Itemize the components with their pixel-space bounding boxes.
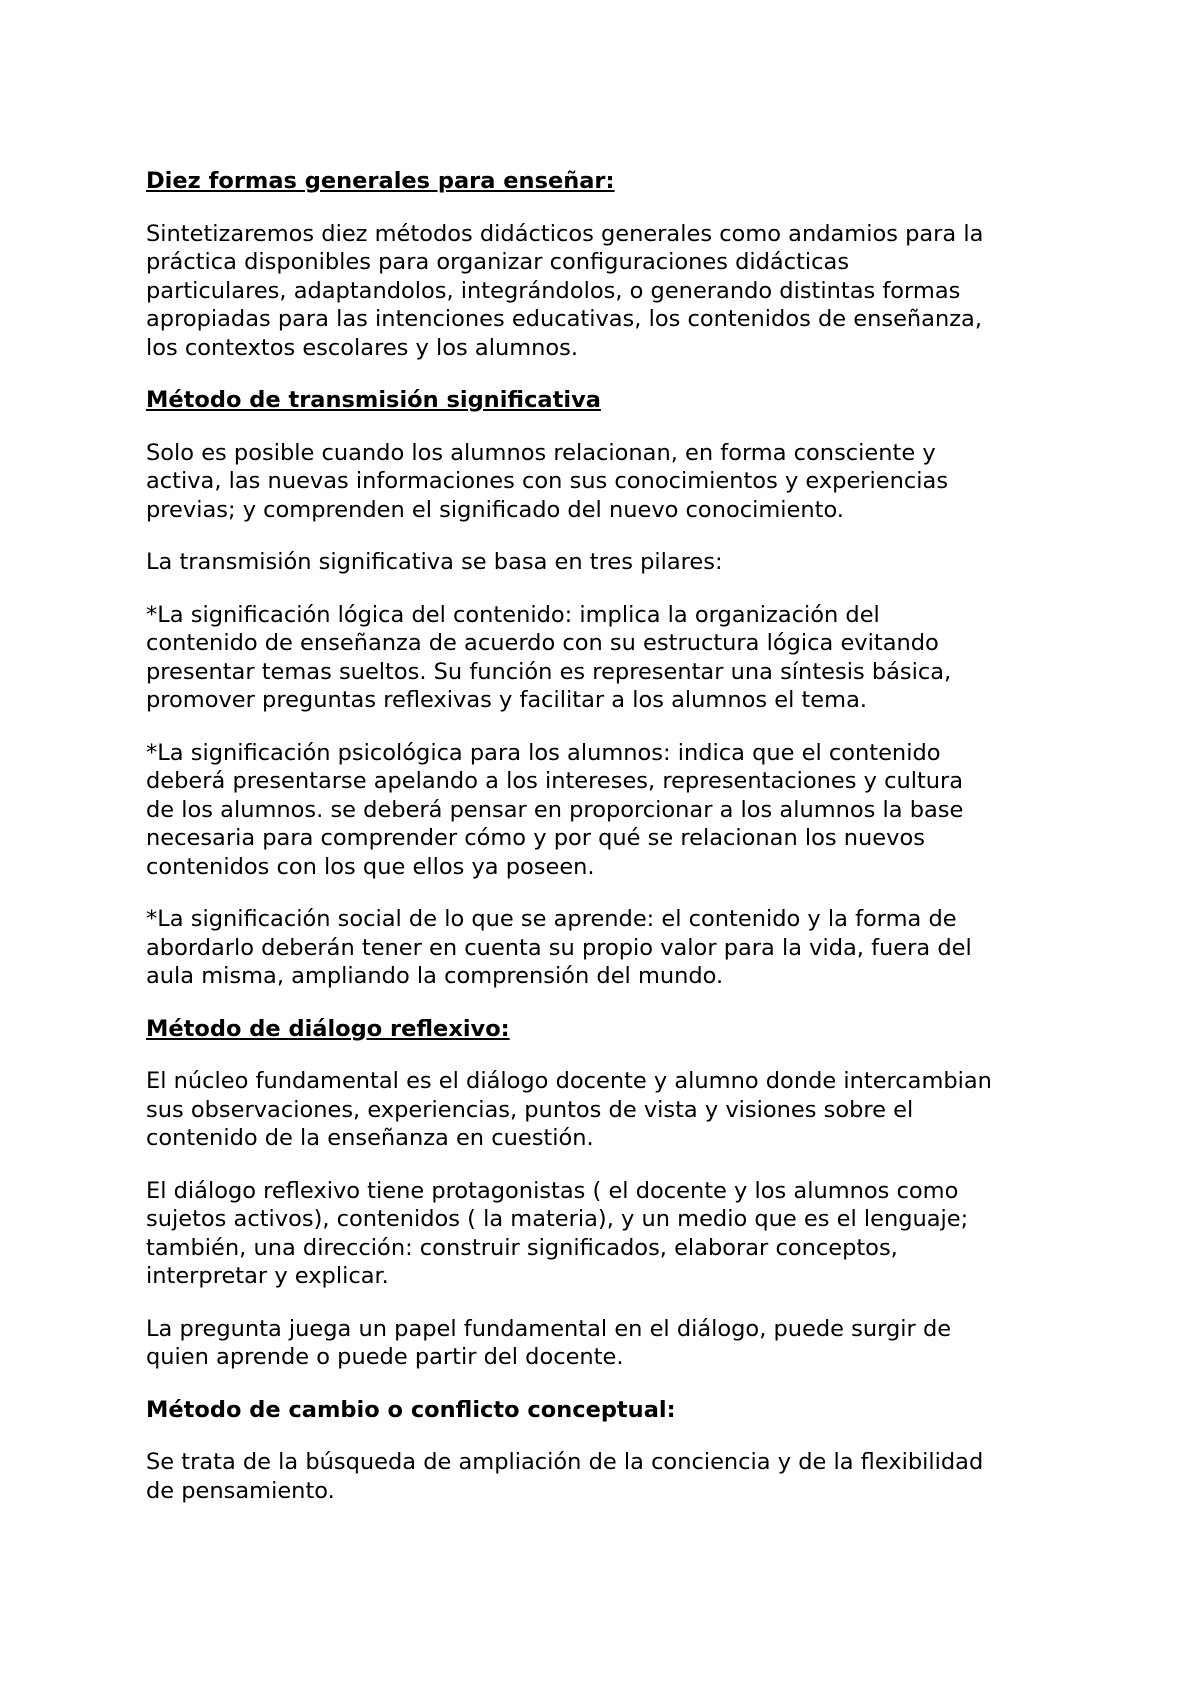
paragraph: *La significación social de lo que se aprende: el contenido y la forma de abordarlo deberán tener en cuenta su propio valor para la vida, fuera del aula misma, ampliando la comprensión del mundo.	[146, 906, 972, 989]
paragraph: Solo es posible cuando los alumnos relacionan, en forma consciente y activa, las nuevas informaciones con sus conocimientos y experiencias previas; y comprenden el significado del nuevo conocimiento.	[146, 439, 949, 523]
paragraph: Se trata de la búsqueda de ampliación de la conciencia y de la flexibilidad de pensamiento.	[146, 1449, 984, 1504]
section-title-transmision: Método de transmisión significativa	[146, 387, 601, 413]
paragraph: El núcleo fundamental es el diálogo docente y alumno donde intercambian sus observaciones, experiencias, puntos de vista y visiones sobre el contenido de la enseñanza en cuestión.	[146, 1068, 992, 1151]
section-title-dialogo: Método de diálogo reflexivo:	[146, 1015, 510, 1042]
paragraph: La transmisión significativa se basa en tres pilares:	[146, 549, 723, 575]
main-heading: Diez formas generales para enseñar:	[146, 168, 615, 194]
paragraph: *La significación lógica del contenido: implica la organización del contenido de enseñanza de acuerdo con su estructura lógica evitando presentar temas sueltos. Su función es representar una síntesis básica, promover preguntas reflexivas y facilitar a los alumnos el tema.	[146, 601, 952, 713]
paragraph: *La significación psicológica para los alumnos: indica que el contenido deberá presentarse apelando a los intereses, representaciones y cultura de los alumnos. se deberá pensar en proporcionar a los alumnos la base necesaria para comprender cómo y por qué se relacionan los nuevos contenidos con los que ellos ya poseen.	[146, 739, 964, 880]
paragraph: La pregunta juega un papel fundamental en el diálogo, puede surgir de quien aprende o puede partir del docente.	[146, 1315, 952, 1370]
document-body	[146, 167, 1076, 1529]
section-title-conflicto: Método de cambio o conflicto conceptual:	[146, 1396, 676, 1423]
intro-paragraph: Sintetizaremos diez métodos didácticos generales como andamios para la práctica disponibles para organizar configuraciones didácticas particulares, adaptandolos, integrándolos, o generando distintas formas apropiadas para las intenciones educativas, los contenidos de enseñanza, los contextos escolares y los alumnos.	[146, 220, 984, 361]
paragraph: El diálogo reflexivo tiene protagonistas ( el docente y los alumnos como sujetos activos), contenidos ( la materia), y un medio que es el lenguaje; también, una dirección: construir significados, elaborar conceptos, interpretar y explicar.	[146, 1177, 969, 1289]
